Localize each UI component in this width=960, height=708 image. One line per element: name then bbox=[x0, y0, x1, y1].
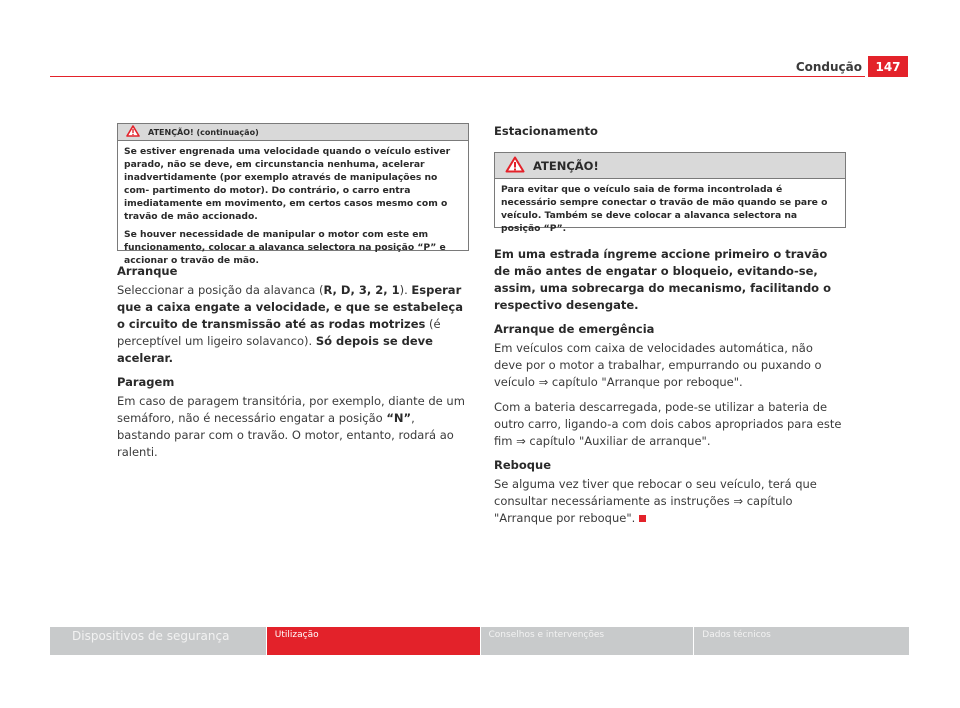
estacionamento-heading: Estacionamento bbox=[494, 124, 598, 138]
text-span: ). bbox=[399, 283, 412, 297]
footer-tab-dados[interactable]: Dados técnicos bbox=[694, 627, 909, 655]
text-span: (é perceptível um ligeiro solavanco). bbox=[117, 317, 441, 348]
warning-triangle-icon bbox=[126, 125, 140, 139]
header-rule bbox=[50, 76, 865, 77]
footer-tab-utilizacao[interactable]: Utilização bbox=[267, 627, 480, 655]
footer-nav bbox=[50, 627, 910, 655]
reboque-heading: Reboque bbox=[494, 458, 552, 472]
emergencia-heading: Arranque de emergência bbox=[494, 322, 655, 336]
bold-text: Só depois se deve acelerar. bbox=[117, 334, 433, 365]
warning-box bbox=[494, 152, 846, 234]
emergencia-paragraph-1: Em veículos com caixa de velocidades automática, não deve por o motor a trabalhar, empurrando ou puxando o veículo ⇒ capítulo "Arranque por reboque". bbox=[494, 341, 822, 389]
page-number: 147 bbox=[868, 56, 908, 77]
gear-positions: R, D, 3, 2, 1 bbox=[323, 283, 400, 297]
text-span: Em caso de paragem transitória, por exemplo, diante de um semáforo, não é necessário engatar a posição bbox=[117, 394, 465, 425]
text-span: , bastando parar com o travão. O motor, entanto, rodará ao ralenti. bbox=[117, 411, 454, 459]
right-column bbox=[494, 124, 844, 142]
end-of-section-icon bbox=[639, 515, 646, 522]
footer-tab-conselhos[interactable]: Conselhos e intervenções bbox=[481, 627, 694, 655]
warning-body bbox=[118, 141, 468, 271]
paragem-paragraph bbox=[117, 393, 467, 461]
warning-paragraph: Se houver necessidade de manipular o motor com este em funcionamento, colocar a alavanca selectora na posição “P” e accionar o travão de mão. bbox=[124, 229, 446, 266]
footer-tab-dispositivos[interactable]: Dispositivos de segurança bbox=[50, 627, 266, 655]
warning-title: ATENÇÃO! (continuação) bbox=[148, 127, 259, 137]
warning-triangle-icon bbox=[505, 156, 525, 176]
reboque-paragraph bbox=[494, 476, 844, 527]
warning-box-continued bbox=[117, 123, 469, 266]
left-column bbox=[117, 264, 467, 469]
warning-paragraph: Se estiver engrenada uma velocidade quando o veículo estiver parado, não se deve, em circunstancia nenhuma, acelerar inadvertidamente (por exemplo através de manipulações no com- partimento do motor). Do contrário, o carro entra imediatamente em movimento, em certos casos mesmo com o travão de mão accionado. bbox=[124, 146, 451, 222]
emergencia-paragraph-2: Com a bateria descarregada, pode-se utilizar a bateria de outro carro, ligando-a com dois cabos apropriados para este fim ⇒ capítulo "Auxiliar de arranque". bbox=[494, 400, 842, 448]
arranque-paragraph bbox=[117, 282, 467, 367]
lead-paragraph: Em uma estrada íngreme accione primeiro o travão de mão antes de engatar o bloqueio, evitando-se, assim, uma sobrecarga do mecanismo, facilitando o respectivo desengate. bbox=[494, 247, 831, 312]
arranque-heading: Arranque bbox=[117, 264, 178, 278]
warning-header bbox=[118, 124, 468, 141]
text-span: Se alguma vez tiver que rebocar o seu veículo, terá que consultar necessáriamente as instruções ⇒ capítulo "Arranque por reboque". bbox=[494, 477, 817, 525]
text-span: Seleccionar a posição da alavanca ( bbox=[117, 283, 324, 297]
paragem-heading: Paragem bbox=[117, 375, 175, 389]
warning-paragraph: Para evitar que o veículo saia de forma incontrolada é necessário sempre conectar o travão de mão quando se pare o veículo. Também se deve colocar a alavanca selectora na posição “P”. bbox=[501, 184, 828, 234]
bold-text: “N” bbox=[386, 411, 412, 425]
warning-title: ATENÇÃO! bbox=[533, 158, 599, 173]
warning-header bbox=[495, 153, 845, 179]
right-column-lower bbox=[494, 246, 844, 535]
bold-text: Esperar que a caixa engate a velocidade, e que se estabeleça o circuito de transmissão até as rodas motrizes bbox=[117, 283, 463, 331]
section-title: Condução bbox=[795, 60, 862, 74]
warning-body bbox=[495, 179, 845, 239]
